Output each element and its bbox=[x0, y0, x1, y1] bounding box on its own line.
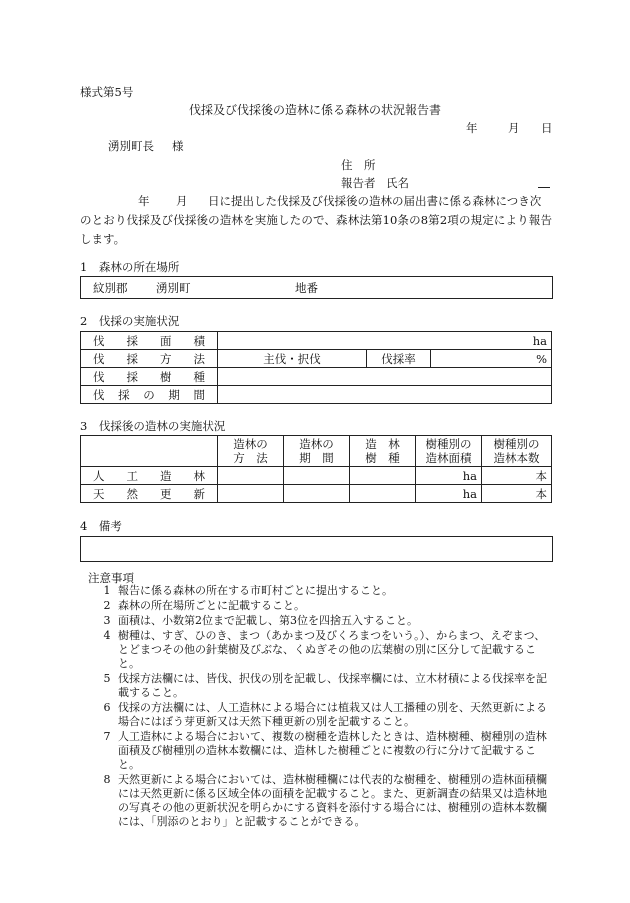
note-number: 4 bbox=[103, 629, 111, 642]
section4-heading: 4 備考 bbox=[80, 519, 122, 533]
header-period: 造林の 期 間 bbox=[284, 436, 350, 467]
felling-rate-field[interactable] bbox=[431, 350, 552, 368]
seal-line bbox=[538, 187, 550, 188]
note-text: 報告に係る森林の所在する市町村ごとに提出すること。 bbox=[118, 584, 393, 597]
note-item bbox=[96, 584, 552, 598]
table-row bbox=[81, 467, 552, 485]
felling-period-field[interactable] bbox=[218, 386, 552, 404]
note-text: 樹種は、すぎ、ひのき、まつ（あかまつ及びくろまつをいう。）、からまつ、えぞまつ、とどまつその他の針葉樹及びぶな、くぬぎその他の広葉樹の別に区分して記載すること。 bbox=[118, 629, 546, 670]
table-header-row bbox=[81, 436, 552, 467]
felling-period-label: 伐採の期間 bbox=[93, 387, 205, 402]
section1-heading: 1 森林の所在場所 bbox=[80, 260, 180, 274]
header-count: 樹種別の 造林本数 bbox=[482, 436, 552, 467]
artificial-count-field[interactable] bbox=[482, 467, 552, 485]
felling-species-field[interactable] bbox=[218, 368, 552, 386]
form-number: 様式第5号 bbox=[80, 85, 134, 99]
felling-area-label: 伐採面積 bbox=[93, 333, 205, 348]
notes-heading: 注意事項 bbox=[88, 571, 134, 585]
notes-list bbox=[96, 584, 552, 830]
intro-line-2: のとおり伐採及び伐採後の造林を実施したので、森林法第10条の8第2項の規定により報告 bbox=[80, 213, 552, 227]
section3-heading: 3 伐採後の造林の実施状況 bbox=[80, 419, 226, 433]
date-month-label: 月 bbox=[508, 121, 520, 135]
addressee-name: 湧別町長 bbox=[108, 139, 154, 153]
felling-method-options: 主伐・択伐 bbox=[263, 351, 321, 366]
note-number: 2 bbox=[103, 599, 111, 612]
intro-line-1: 日に提出した伐採及び伐採後の造林の届出書に係る森林につき次 bbox=[208, 194, 542, 208]
section2-heading: 2 伐採の実施状況 bbox=[80, 314, 180, 328]
artificial-area-field[interactable] bbox=[416, 467, 482, 485]
note-number: 5 bbox=[103, 672, 111, 685]
artificial-method-field[interactable] bbox=[218, 467, 284, 485]
note-number: 1 bbox=[103, 584, 111, 597]
felling-rate-label: 伐採率 bbox=[367, 350, 431, 368]
date-day-label: 日 bbox=[541, 121, 553, 135]
table-row bbox=[81, 350, 552, 368]
intro-year-label: 年 bbox=[138, 194, 150, 208]
note-item bbox=[96, 773, 552, 829]
felling-rate-unit: % bbox=[536, 351, 547, 366]
reporter-name-label: 氏名 bbox=[386, 176, 409, 190]
artificial-area-unit: ha bbox=[462, 468, 477, 483]
note-number: 3 bbox=[103, 614, 111, 627]
artificial-period-field[interactable] bbox=[284, 467, 350, 485]
note-number: 8 bbox=[103, 773, 111, 786]
felling-species-label: 伐採樹種 bbox=[93, 369, 205, 384]
note-text: 森林の所在場所ごとに記載すること。 bbox=[118, 599, 305, 612]
natural-period-field[interactable] bbox=[284, 485, 350, 503]
felling-area-field[interactable] bbox=[218, 332, 552, 350]
intro-month-label: 月 bbox=[176, 194, 188, 208]
natural-count-unit: 本 bbox=[535, 486, 547, 501]
location-district: 紋別郡 bbox=[93, 281, 128, 295]
natural-regeneration-label: 天然更新 bbox=[93, 486, 205, 501]
artificial-species-field[interactable] bbox=[350, 467, 416, 485]
natural-species-field[interactable] bbox=[350, 485, 416, 503]
location-lot-label: 地番 bbox=[295, 281, 318, 295]
note-number: 7 bbox=[103, 730, 111, 743]
note-text: 伐採の方法欄には、人工造林による場合には植栽又は人工播種の別を、天然更新による場合にはぼう芽更新又は天然下種更新の別を記載すること。 bbox=[118, 701, 547, 728]
artificial-count-unit: 本 bbox=[535, 468, 547, 483]
date-year-label: 年 bbox=[466, 121, 478, 135]
location-box[interactable] bbox=[80, 276, 553, 299]
page-title: 伐採及び伐採後の造林に係る森林の状況報告書 bbox=[188, 103, 441, 117]
felling-table bbox=[80, 331, 552, 404]
table-row bbox=[81, 368, 552, 386]
natural-area-field[interactable] bbox=[416, 485, 482, 503]
artificial-reforestation-label: 人工造林 bbox=[93, 468, 205, 483]
table-row bbox=[81, 485, 552, 503]
reporter-label: 報告者 bbox=[341, 176, 376, 190]
table-row bbox=[81, 332, 552, 350]
note-item bbox=[96, 599, 552, 613]
felling-area-unit: ha bbox=[532, 333, 547, 348]
addressee-honorific: 様 bbox=[172, 139, 184, 153]
natural-area-unit: ha bbox=[462, 486, 477, 501]
note-text: 人工造林による場合において、複数の樹種を造林したときは、造林樹種、樹種別の造林面積及び樹種別の造林本数欄には、造林した樹種ごとに複数の行に分けて記載すること。 bbox=[118, 730, 547, 771]
table-row bbox=[81, 386, 552, 404]
note-text: 天然更新による場合においては、造林樹種欄には代表的な樹種を、樹種別の造林面積欄には天然更新に係る区域全体の面積を記載すること。また、更新調査の結果又は造林地の写真その他の更新状況を明らかにする資料を添付する場合には、樹種別の造林本数欄には、「別添のとおり」と記載することができる。 bbox=[118, 773, 547, 828]
header-area: 樹種別の 造林面積 bbox=[416, 436, 482, 467]
natural-count-field[interactable] bbox=[482, 485, 552, 503]
remarks-box[interactable] bbox=[80, 536, 553, 562]
note-text: 伐採方法欄には、皆伐、択伐の別を記載し、伐採率欄には、立木材積による伐採率を記載すること。 bbox=[118, 672, 547, 699]
header-species: 造 林 樹 種 bbox=[350, 436, 416, 467]
location-town: 湧別町 bbox=[156, 281, 191, 295]
note-text: 面積は、小数第2位まで記載し、第3位を四捨五入すること。 bbox=[118, 614, 418, 627]
note-item bbox=[96, 701, 552, 729]
natural-method-field[interactable] bbox=[218, 485, 284, 503]
note-item bbox=[96, 730, 552, 772]
note-item bbox=[96, 614, 552, 628]
note-number: 6 bbox=[103, 701, 111, 714]
address-label: 住 所 bbox=[341, 158, 376, 172]
reforestation-table bbox=[80, 435, 552, 503]
intro-line-3: します。 bbox=[80, 232, 126, 246]
note-item bbox=[96, 629, 552, 671]
note-item bbox=[96, 672, 552, 700]
header-method: 造林の 方 法 bbox=[218, 436, 284, 467]
felling-method-label: 伐採方法 bbox=[93, 351, 205, 366]
felling-method-field[interactable] bbox=[218, 350, 367, 368]
